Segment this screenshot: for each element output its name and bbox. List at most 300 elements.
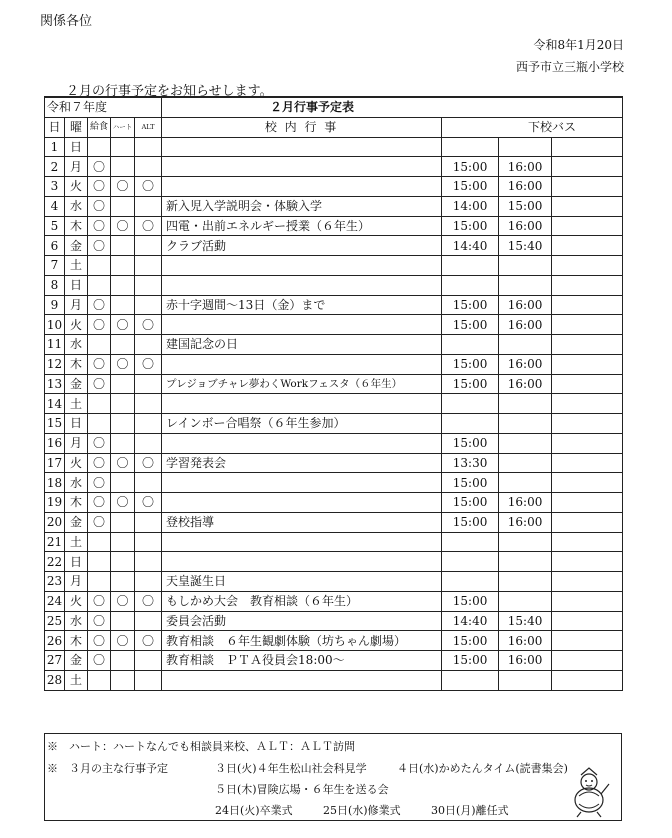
lunch-cell	[88, 177, 111, 197]
heart-cell	[111, 236, 135, 256]
day-cell	[45, 236, 65, 256]
header-alt: ALT	[135, 117, 162, 137]
event-cell	[162, 532, 442, 552]
bus-time-1	[442, 236, 499, 256]
bus-time-1	[442, 354, 499, 374]
weekday-cell-text: 水	[69, 199, 82, 214]
alt-cell	[135, 414, 162, 434]
event-cell	[162, 473, 442, 493]
blank-cell	[552, 473, 623, 493]
heart-cell	[111, 196, 135, 216]
table-row	[45, 493, 623, 513]
alt-cell	[135, 354, 162, 374]
event-cell-text: 新入児入学説明会・体験入学	[166, 199, 323, 214]
bus-time-1-text: 15:00	[452, 159, 488, 174]
schedule-rows	[45, 137, 623, 690]
blank-cell	[552, 315, 623, 335]
event-cell	[162, 670, 442, 690]
blank-cell	[552, 572, 623, 592]
bus-time-2	[499, 611, 552, 631]
bus-time-2-text: 16:00	[507, 317, 543, 332]
notes-box	[44, 733, 622, 821]
blank-cell	[552, 216, 623, 236]
weekday-cell	[65, 236, 88, 256]
event-cell-text: 委員会活動	[166, 613, 227, 628]
header-heart: ハート	[111, 117, 135, 137]
note-legend: ※ ハート：ハートなんでも相談員来校、ＡＬＴ：ＡＬＴ訪問	[47, 740, 355, 753]
lunch-cell-text: 〇	[92, 495, 105, 510]
blank-cell	[552, 433, 623, 453]
table-title-row	[45, 97, 623, 117]
bus-time-1	[442, 414, 499, 434]
weekday-cell-text: 金	[69, 238, 82, 253]
bus-time-1	[442, 651, 499, 671]
note-march-item: 30日(月)離任式	[431, 804, 509, 817]
lunch-cell-text: 〇	[92, 357, 105, 372]
alt-cell	[135, 157, 162, 177]
weekday-cell	[65, 631, 88, 651]
schedule-table	[44, 96, 623, 691]
bus-time-1-text: 15:00	[452, 495, 488, 510]
lunch-cell	[88, 256, 111, 276]
event-cell-text: 建国記念の日	[166, 337, 239, 352]
bus-time-2-text: 15:00	[507, 199, 543, 214]
heart-cell	[111, 374, 135, 394]
blank-cell	[552, 256, 623, 276]
weekday-cell	[65, 315, 88, 335]
table-row	[45, 236, 623, 256]
bus-time-2	[499, 295, 552, 315]
weekday-cell-text: 日	[69, 139, 82, 154]
heart-cell	[111, 512, 135, 532]
bus-time-1	[442, 335, 499, 355]
table-row	[45, 473, 623, 493]
blank-cell	[552, 493, 623, 513]
weekday-cell-text: 水	[69, 613, 82, 628]
bus-time-1	[442, 512, 499, 532]
lunch-cell-text: 〇	[92, 376, 105, 391]
lunch-cell	[88, 394, 111, 414]
lunch-cell-text: 〇	[92, 238, 105, 253]
alt-cell	[135, 275, 162, 295]
weekday-cell-text: 月	[69, 297, 82, 312]
bus-time-1-text: 15:00	[452, 653, 488, 668]
day-cell	[45, 493, 65, 513]
alt-cell	[135, 256, 162, 276]
table-row	[45, 335, 623, 355]
day-cell	[45, 572, 65, 592]
lunch-cell-text: 〇	[92, 179, 105, 194]
lunch-cell	[88, 236, 111, 256]
bus-time-2	[499, 414, 552, 434]
bus-time-2	[499, 335, 552, 355]
bus-time-2	[499, 394, 552, 414]
bus-time-2	[499, 374, 552, 394]
weekday-cell	[65, 216, 88, 236]
weekday-cell	[65, 157, 88, 177]
heart-cell	[111, 295, 135, 315]
event-cell	[162, 216, 442, 236]
blank-cell	[552, 394, 623, 414]
table-row	[45, 216, 623, 236]
lunch-cell	[88, 473, 111, 493]
weekday-cell	[65, 651, 88, 671]
note-march-heading: ※ ３月の主な行事予定	[47, 762, 168, 775]
day-cell-text: 21	[46, 534, 63, 549]
weekday-cell	[65, 196, 88, 216]
table-title: ２月行事予定表	[162, 97, 623, 117]
alt-cell-text: 〇	[142, 633, 155, 648]
day-cell	[45, 256, 65, 276]
bus-time-2-text: 16:00	[507, 218, 543, 233]
heart-cell	[111, 216, 135, 236]
heart-cell	[111, 256, 135, 276]
bus-time-2	[499, 196, 552, 216]
bus-time-1-text: 13:30	[452, 455, 488, 470]
bus-time-1	[442, 295, 499, 315]
alt-cell	[135, 295, 162, 315]
event-cell-text: もしかめ大会 教育相談（６年生）	[166, 594, 359, 609]
table-row	[45, 414, 623, 434]
alt-cell	[135, 572, 162, 592]
bus-time-1-text: 15:00	[452, 218, 488, 233]
lunch-cell-text: 〇	[92, 199, 105, 214]
lunch-cell	[88, 532, 111, 552]
heart-cell	[111, 335, 135, 355]
bus-time-1	[442, 177, 499, 197]
bus-time-2	[499, 256, 552, 276]
blank-cell	[552, 374, 623, 394]
weekday-cell-text: 日	[69, 278, 82, 293]
alt-cell-text: 〇	[142, 317, 155, 332]
event-cell	[162, 433, 442, 453]
bus-time-2	[499, 315, 552, 335]
weekday-cell-text: 木	[69, 357, 82, 372]
day-cell	[45, 651, 65, 671]
day-cell-text: 25	[46, 613, 63, 628]
event-cell	[162, 414, 442, 434]
lunch-cell	[88, 453, 111, 473]
day-cell	[45, 433, 65, 453]
alt-cell	[135, 394, 162, 414]
event-cell	[162, 651, 442, 671]
alt-cell-text: 〇	[142, 455, 155, 470]
heart-cell-text: 〇	[116, 633, 129, 648]
weekday-cell-text: 水	[69, 337, 82, 352]
day-cell-text: 18	[46, 475, 63, 490]
weekday-cell-text: 土	[69, 673, 82, 688]
event-cell	[162, 354, 442, 374]
weekday-cell	[65, 433, 88, 453]
day-cell	[45, 591, 65, 611]
blank-cell	[552, 157, 623, 177]
day-cell-text: 4	[50, 199, 59, 214]
table-row	[45, 572, 623, 592]
bus-time-1-text: 15:00	[452, 436, 488, 451]
day-cell	[45, 374, 65, 394]
event-cell	[162, 236, 442, 256]
event-cell	[162, 315, 442, 335]
bus-time-1	[442, 216, 499, 236]
bus-time-1	[442, 631, 499, 651]
day-cell-text: 11	[46, 337, 63, 352]
bus-time-1-text: 15:00	[452, 357, 488, 372]
alt-cell	[135, 137, 162, 157]
bus-time-2	[499, 433, 552, 453]
heart-cell-text: 〇	[116, 218, 129, 233]
day-cell-text: 24	[46, 594, 63, 609]
weekday-cell-text: 土	[69, 258, 82, 273]
bus-time-1	[442, 493, 499, 513]
heart-cell	[111, 572, 135, 592]
weekday-cell	[65, 670, 88, 690]
weekday-cell	[65, 177, 88, 197]
heart-cell	[111, 433, 135, 453]
weekday-cell	[65, 335, 88, 355]
lunch-cell	[88, 611, 111, 631]
lunch-cell	[88, 414, 111, 434]
lunch-cell	[88, 591, 111, 611]
bus-time-1	[442, 315, 499, 335]
blank-cell	[552, 512, 623, 532]
note-march-item: 24日(火)卒業式	[215, 804, 293, 817]
note-march-item: 25日(水)修業式	[323, 804, 401, 817]
heart-cell	[111, 414, 135, 434]
weekday-cell	[65, 453, 88, 473]
heart-cell	[111, 354, 135, 374]
day-cell	[45, 137, 65, 157]
lunch-cell	[88, 493, 111, 513]
lunch-cell-text: 〇	[92, 653, 105, 668]
bus-time-2	[499, 137, 552, 157]
blank-cell	[552, 275, 623, 295]
bus-time-2	[499, 591, 552, 611]
lunch-cell	[88, 137, 111, 157]
bus-time-2-text: 16:00	[507, 515, 543, 530]
header-lunch: 給食	[88, 117, 111, 137]
bus-time-2	[499, 512, 552, 532]
day-cell-text: 22	[46, 554, 63, 569]
alt-cell	[135, 335, 162, 355]
table-row	[45, 532, 623, 552]
bus-time-2	[499, 177, 552, 197]
blank-cell	[552, 295, 623, 315]
header-bus: 下校バス	[442, 117, 623, 137]
bus-time-2	[499, 670, 552, 690]
bus-time-2	[499, 354, 552, 374]
day-cell	[45, 315, 65, 335]
day-cell-text: 26	[46, 633, 63, 648]
heart-cell	[111, 453, 135, 473]
alt-cell	[135, 611, 162, 631]
heart-cell	[111, 315, 135, 335]
blank-cell	[552, 453, 623, 473]
event-cell	[162, 611, 442, 631]
heart-cell	[111, 670, 135, 690]
weekday-cell	[65, 532, 88, 552]
weekday-cell	[65, 572, 88, 592]
weekday-cell	[65, 137, 88, 157]
day-cell-text: 2	[50, 159, 59, 174]
table-row	[45, 157, 623, 177]
table-row	[45, 611, 623, 631]
heart-cell	[111, 177, 135, 197]
bus-time-2	[499, 473, 552, 493]
lunch-cell-text: 〇	[92, 436, 105, 451]
weekday-cell	[65, 374, 88, 394]
bus-time-1	[442, 572, 499, 592]
weekday-cell-text: 火	[69, 455, 82, 470]
event-cell	[162, 493, 442, 513]
day-cell-text: 6	[50, 238, 59, 253]
event-cell	[162, 552, 442, 572]
lunch-cell	[88, 275, 111, 295]
bus-time-1	[442, 532, 499, 552]
day-cell	[45, 275, 65, 295]
weekday-cell-text: 月	[69, 159, 82, 174]
weekday-cell-text: 土	[69, 396, 82, 411]
lunch-cell	[88, 512, 111, 532]
event-cell-text: 学習発表会	[166, 455, 227, 470]
alt-cell	[135, 216, 162, 236]
event-cell-text: 赤十字週間～13日（金）まで	[166, 297, 326, 312]
turtle-mascot-icon	[567, 766, 611, 818]
table-row	[45, 256, 623, 276]
weekday-cell-text: 月	[69, 436, 82, 451]
bus-time-2-text: 16:00	[507, 653, 543, 668]
event-cell	[162, 256, 442, 276]
weekday-cell-text: 金	[69, 515, 82, 530]
intro-text: ２月の行事予定をお知らせします。	[66, 84, 273, 99]
bus-time-1	[442, 157, 499, 177]
day-cell	[45, 196, 65, 216]
weekday-cell-text: 木	[69, 218, 82, 233]
lunch-cell-text: 〇	[92, 317, 105, 332]
alt-cell-text: 〇	[142, 218, 155, 233]
alt-cell	[135, 473, 162, 493]
heart-cell	[111, 493, 135, 513]
fiscal-year-label: 令和７年度	[45, 97, 162, 117]
header-day: 日	[45, 117, 65, 137]
bus-time-2-text: 16:00	[507, 495, 543, 510]
lunch-cell	[88, 433, 111, 453]
lunch-cell	[88, 374, 111, 394]
bus-time-1	[442, 433, 499, 453]
day-cell-text: 8	[50, 278, 59, 293]
blank-cell	[552, 137, 623, 157]
bus-time-2-text: 15:40	[507, 238, 543, 253]
lunch-cell-text: 〇	[92, 594, 105, 609]
table-row	[45, 591, 623, 611]
day-cell-text: 10	[46, 317, 63, 332]
bus-time-2	[499, 631, 552, 651]
table-row	[45, 315, 623, 335]
heart-cell	[111, 275, 135, 295]
day-cell-text: 12	[46, 357, 63, 372]
bus-time-1	[442, 275, 499, 295]
lunch-cell	[88, 216, 111, 236]
table-row	[45, 631, 623, 651]
weekday-cell-text: 水	[69, 475, 82, 490]
event-cell	[162, 157, 442, 177]
heart-cell	[111, 137, 135, 157]
heart-cell	[111, 631, 135, 651]
table-row	[45, 552, 623, 572]
table-row	[45, 196, 623, 216]
bus-time-1-text: 15:00	[452, 376, 488, 391]
table-row	[45, 433, 623, 453]
day-cell	[45, 473, 65, 493]
weekday-cell-text: 木	[69, 633, 82, 648]
event-cell	[162, 374, 442, 394]
note-march-item: ５日(木)冒険広場・６年生を送る会	[215, 783, 389, 796]
heart-cell	[111, 651, 135, 671]
lunch-cell	[88, 552, 111, 572]
bus-time-1	[442, 670, 499, 690]
bus-time-2	[499, 651, 552, 671]
weekday-cell-text: 木	[69, 495, 82, 510]
bus-time-1	[442, 374, 499, 394]
bus-time-2-text: 16:00	[507, 376, 543, 391]
weekday-cell	[65, 493, 88, 513]
bus-time-2-text: 16:00	[507, 179, 543, 194]
event-cell-text: 教育相談 ＰＴＡ役員会18:00～	[166, 653, 345, 668]
addressee: 関係各位	[40, 14, 93, 29]
weekday-cell	[65, 552, 88, 572]
school-name: 西予市立三瓶小学校	[515, 60, 624, 74]
bus-time-1	[442, 196, 499, 216]
day-cell-text: 5	[50, 218, 59, 233]
alt-cell	[135, 315, 162, 335]
day-cell	[45, 354, 65, 374]
blank-cell	[552, 611, 623, 631]
bus-time-1-text: 15:00	[452, 475, 488, 490]
day-cell	[45, 295, 65, 315]
day-cell	[45, 177, 65, 197]
heart-cell	[111, 394, 135, 414]
event-cell-text: プレジョブチャレ夢わくWorkフェスタ（６年生）	[166, 377, 403, 390]
day-cell-text: 27	[46, 653, 63, 668]
table-row	[45, 374, 623, 394]
day-cell	[45, 394, 65, 414]
heart-cell-text: 〇	[116, 594, 129, 609]
day-cell-text: 13	[46, 376, 63, 391]
lunch-cell	[88, 631, 111, 651]
bus-time-2	[499, 493, 552, 513]
blank-cell	[552, 532, 623, 552]
weekday-cell	[65, 354, 88, 374]
weekday-cell	[65, 473, 88, 493]
bus-time-2-text: 16:00	[507, 297, 543, 312]
blank-cell	[552, 236, 623, 256]
lunch-cell	[88, 354, 111, 374]
heart-cell-text: 〇	[116, 495, 129, 510]
event-cell-text: 登校指導	[166, 515, 215, 530]
alt-cell	[135, 493, 162, 513]
alt-cell	[135, 196, 162, 216]
weekday-cell-text: 金	[69, 376, 82, 391]
day-cell-text: 1	[50, 139, 59, 154]
heart-cell	[111, 552, 135, 572]
lunch-cell	[88, 295, 111, 315]
lunch-cell-text: 〇	[92, 455, 105, 470]
lunch-cell-text: 〇	[92, 218, 105, 233]
event-cell	[162, 335, 442, 355]
day-cell	[45, 670, 65, 690]
table-row	[45, 394, 623, 414]
table-row	[45, 670, 623, 690]
day-cell	[45, 532, 65, 552]
